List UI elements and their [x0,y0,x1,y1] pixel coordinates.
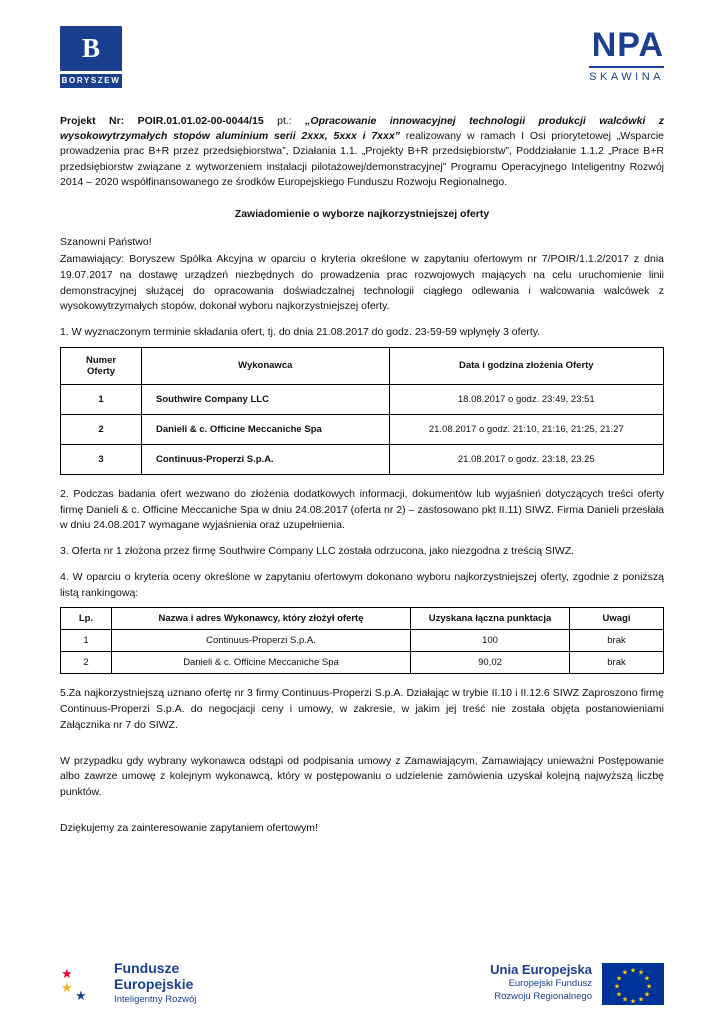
boryszew-letter: B [81,33,100,63]
npa-logo [589,26,664,83]
rank-remarks: brak [570,630,664,652]
star-icon: ★ [75,987,87,1003]
point-3: 3. Oferta nr 1 złożona przez firmę Southwire Company LLC została odrzucona, jako niezgodna z treścią SIWZ. [60,545,575,558]
project-rest: realizowany w ramach I Osi priorytetowej „Wsparcie prowadzenia prac B+R przez przedsiębiorstwa”, Działania 1.1. „Projekty B+R przedsiębiorstw”, Poddziałanie 1.1.2 „Prace B+R przedsiębiorstw związane z wytworzeniem instalacji pilotażowej/demonstracyjnej” Programu Operacyjnego Inteligentny Rozwój 2014 – 2020 współfinansowanego ze środków Europejskiego Funduszu Rozwoju Regionalnego. [60,130,664,188]
eu-line-2: Europejski Fundusz [508,978,592,990]
offers-col-datetime: Data i godzina złożenia Oferty [389,347,663,384]
offers-col-number-line1: Numer [85,354,117,366]
salutation: Szanowni Państwo! [60,236,152,249]
eu-line-3: Rozwoju Regionalnego [494,991,592,1003]
offer-number: 2 [61,414,142,444]
fe-line-1: Fundusze [114,960,180,977]
table-row [61,630,664,652]
offer-company: Continuus-Properzi S.p.A. [142,444,390,474]
rank-points: 90,02 [411,652,570,674]
project-intro [60,114,664,190]
eu-line-1: Unia Europejska [490,962,592,978]
ranking-table [60,607,664,674]
fe-line-3: Inteligentny Rozwój [114,993,197,1005]
eu-text [490,963,592,1004]
eu-flag-icon: ★ ★ ★ ★ ★ ★ ★ ★ ★ ★ ★ ★ [602,963,664,1005]
point-5: 5.Za najkorzystniejszą uznano ofertę nr 3 firmy Continuus-Properzi S.p.A. Działając w trybie II.10 i II.12.6 SIWZ Zaproszono firmę Continuus-Properzi S.p.A. do negocjacji ceny i umowy, w zakresie, w jakim jej treść nie została objęta postanowieniami Załącznika nr 7 do SIWZ. [60,687,664,731]
rank-points: 100 [411,630,570,652]
table-row [61,414,664,444]
point-1: 1. W wyznaczonym terminie składania ofert, tj. do dnia 21.08.2017 do godz. 23-59-59 wpłynęły 3 oferty. [60,326,541,339]
offers-col-contractor: Wykonawca [142,347,390,384]
fe-stars-icon [60,963,106,1005]
fundusze-europejskie-logo [60,961,196,1006]
offer-datetime: 21.08.2017 o godz. 23:18, 23.25 [389,444,663,474]
intro-paragraph: Zamawiający: Boryszew Spółka Akcyjna w oparciu o kryteria określone w zapytaniu ofertowym nr 7/POIR/1.1.2/2017 z dnia 19.07.2017 na dostawę urządzeń niezbędnych do prowadzenia prac rozwojowych mających na celu uruchomienie linii demonstracyjnej służącej do opracowania doświadczalnej technologii ciągłego odlewania i walcowania walcówek z wysokowytrzymałych stopów, dokonał wyboru najkorzystniejszej oferty. [60,253,664,313]
spacer [60,744,664,754]
offer-number: 3 [61,444,142,474]
point-4: 4. W oparciu o kryteria oceny określone w zapytaniu ofertowym dokonano wyboru najkorzystniejszej oferty, zgodnie z poniższą listą rankingową: [60,570,664,599]
star-icon: ★ [61,965,73,981]
npa-subtitle: SKAWINA [589,71,664,83]
table-row [61,444,664,474]
project-pt: pt.: [263,115,306,127]
rank-col-points: Uzyskana łączna punktacja [411,608,570,630]
rank-lp: 2 [61,652,112,674]
rank-name: Danieli & c. Officine Meccaniche Spa [112,652,411,674]
rank-name: Continuus-Properzi S.p.A. [112,630,411,652]
boryszew-wordmark: BORYSZEW [60,74,122,88]
page-title: Zawiadomienie o wyborze najkorzystniejszej oferty [234,208,490,221]
unia-europejska-logo [490,963,664,1005]
offers-table [60,347,664,475]
offer-company: Southwire Company LLC [142,384,390,414]
offers-col-number [61,347,142,384]
closing-paragraph: Dziękujemy za zainteresowanie zapytaniem ofertowym! [60,821,318,834]
document-footer [60,961,664,1006]
spacer [60,811,664,821]
table-header-row [61,347,664,384]
rank-col-name: Nazwa i adres Wykonawcy, który złożył ofertę [112,608,411,630]
rank-col-lp: Lp. [61,608,112,630]
offer-company: Danieli & c. Officine Meccaniche Spa [142,414,390,444]
rank-col-remarks: Uwagi [570,608,664,630]
project-number: Projekt Nr: POIR.01.01.02-00-0044/15 [60,115,264,127]
boryszew-mark-icon [60,26,122,71]
withdraw-paragraph: W przypadku gdy wybrany wykonawca odstąpi od podpisania umowy z Zamawiającym, Zamawiający unieważni Postępowanie albo zawrze umowę z kolejnym wykonawcą, który w postępowaniu o udzielenie zamówienia uzyskał kolejną najwyższą liczbę punktów. [60,754,664,799]
fe-line-2: Europejskie [114,975,194,992]
table-row [61,652,664,674]
boryszew-logo [60,26,122,88]
rank-lp: 1 [61,630,112,652]
point-2: 2. Podczas badania ofert wezwano do złożenia dodatkowych informacji, dokumentów lub wyjaśnień dotyczących treści oferty firmę Danieli & c. Officine Meccaniche Spa w dniu 24.08.2017 (oferta nr 2) – zastosowano pkt II.11) SIWZ. Firma Danieli przesłała w dniu 24.08.2017 wymagane wyjaśnienia oraz uzupełnienia. [60,487,664,532]
offers-col-number-line2: Oferty [87,365,115,377]
rank-remarks: brak [570,652,664,674]
npa-divider [589,66,664,68]
table-header-row [61,608,664,630]
offer-number: 1 [61,384,142,414]
document-header [60,26,664,104]
star-icon: ★ [61,979,73,995]
project-title: „Opracowanie innowacyjnej technologii produkcji walcówki z wysokowytrzymałych stopów aluminium serii 2xxx, 5xxx i 7xxx” [60,115,665,143]
table-row [61,384,664,414]
fe-text [114,961,196,1006]
offer-datetime: 18.08.2017 o godz. 23:49, 23:51 [389,384,663,414]
offer-datetime: 21.08.2017 o godz. 21:10, 21:16, 21:25, 21.27 [389,414,663,444]
npa-title: NPA [591,26,664,64]
